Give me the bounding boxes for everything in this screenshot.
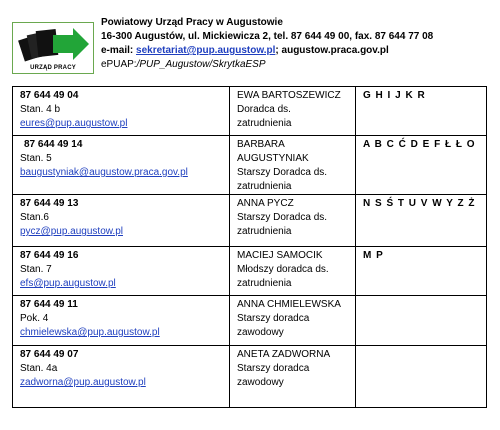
organization-name: Powiatowy Urząd Pracy w Augustowie — [101, 17, 283, 28]
surname-letters: M P — [363, 250, 384, 261]
person-role: Młodszy doradca ds. zatrudnienia — [237, 264, 329, 289]
table-row — [13, 195, 487, 247]
workstation-label: Stan.6 — [20, 212, 49, 223]
email-link[interactable]: zadworna@pup.augustow.pl — [20, 377, 146, 388]
epuap-line — [101, 58, 496, 72]
header-text-block — [101, 16, 496, 72]
email-link[interactable]: eures@pup.augustow.pl — [20, 118, 128, 129]
workstation-label: Stan. 4 b — [20, 104, 61, 115]
person-cell — [230, 136, 356, 195]
surname-letters: A B C Ć D E F Ł Ł O — [363, 139, 476, 150]
letters-cell — [356, 87, 487, 136]
logo-caption: URZĄD PRACY — [30, 65, 76, 71]
person-role: Starszy doradca zawodowy — [237, 363, 310, 388]
workstation-label: Stan. 5 — [20, 153, 52, 164]
letters-cell — [356, 136, 487, 195]
contact-cell — [13, 346, 230, 408]
phone-number: 87 644 49 07 — [20, 349, 79, 360]
letters-cell — [356, 346, 487, 408]
phone-number: 87 644 49 14 — [24, 139, 83, 150]
person-name: MACIEJ SAMOCIK — [237, 250, 323, 261]
secretariat-email-link[interactable]: sekretariat@pup.augustow.pl — [136, 45, 276, 56]
contact-cell — [13, 247, 230, 296]
table-row — [13, 136, 487, 195]
phone-number: 87 644 49 11 — [20, 299, 78, 310]
person-cell — [230, 346, 356, 408]
contact-cell — [13, 136, 230, 195]
person-role: Starszy Doradca ds. zatrudnienia — [237, 167, 328, 192]
person-role: Starszy Doradca ds. zatrudnienia — [237, 212, 328, 237]
contact-cell — [13, 296, 230, 346]
person-cell — [230, 195, 356, 247]
letters-cell — [356, 296, 487, 346]
table-row — [13, 346, 487, 408]
email-link[interactable]: baugustyniak@augustow.praca.gov.pl — [20, 167, 188, 178]
phone-number: 87 644 49 13 — [20, 198, 79, 209]
person-role: Doradca ds. zatrudnienia — [237, 104, 292, 129]
letters-cell — [356, 247, 487, 296]
letters-cell — [356, 195, 487, 247]
table-row — [13, 247, 487, 296]
person-cell — [230, 87, 356, 136]
email-link[interactable]: efs@pup.augustow.pl — [20, 278, 116, 289]
contacts-table — [12, 86, 487, 408]
person-name: ANNA PYCZ — [237, 198, 294, 209]
surname-letters: G H I J K R — [363, 90, 426, 101]
email-link[interactable]: chmielewska@pup.augustow.pl — [20, 327, 160, 338]
workstation-label: Stan. 4a — [20, 363, 58, 374]
phone-number: 87 644 49 16 — [20, 250, 79, 261]
surname-letters: N S Ś T U V W Y Z Ż — [363, 198, 476, 209]
epuap-address: /PUP_Augustow/SkrytkaESP — [136, 59, 266, 70]
contact-cell — [13, 195, 230, 247]
workstation-label: Stan. 7 — [20, 264, 52, 275]
phone-number: 87 644 49 04 — [20, 90, 79, 101]
contact-cell — [13, 87, 230, 136]
epuap-prefix: ePUAP: — [101, 59, 137, 70]
email-link[interactable]: pycz@pup.augustow.pl — [20, 226, 123, 237]
person-name: ANETA ZADWORNA — [237, 349, 331, 360]
contact-line — [101, 44, 496, 58]
email-prefix: e-mail: — [101, 45, 137, 56]
person-name: ANNA CHMIELEWSKA — [237, 299, 341, 310]
table-row — [13, 87, 487, 136]
person-name: EWA BARTOSZEWICZ — [237, 90, 341, 101]
urzad-pracy-logo — [12, 22, 94, 74]
person-cell — [230, 296, 356, 346]
person-role: Starszy doradca zawodowy — [237, 313, 310, 338]
workstation-label: Pok. 4 — [20, 313, 49, 324]
person-cell — [230, 247, 356, 296]
document-header — [0, 0, 500, 86]
address-line: 16-300 Augustów, ul. Mickiewicza 2, tel. 87 644 49 00, fax. 87 644 77 08 — [101, 31, 434, 42]
person-name: BARBARA AUGUSTYNIAK — [237, 139, 309, 164]
website-text: augustow.praca.gov.pl — [281, 45, 389, 56]
table-row — [13, 296, 487, 346]
website-separator: ; — [275, 45, 282, 56]
